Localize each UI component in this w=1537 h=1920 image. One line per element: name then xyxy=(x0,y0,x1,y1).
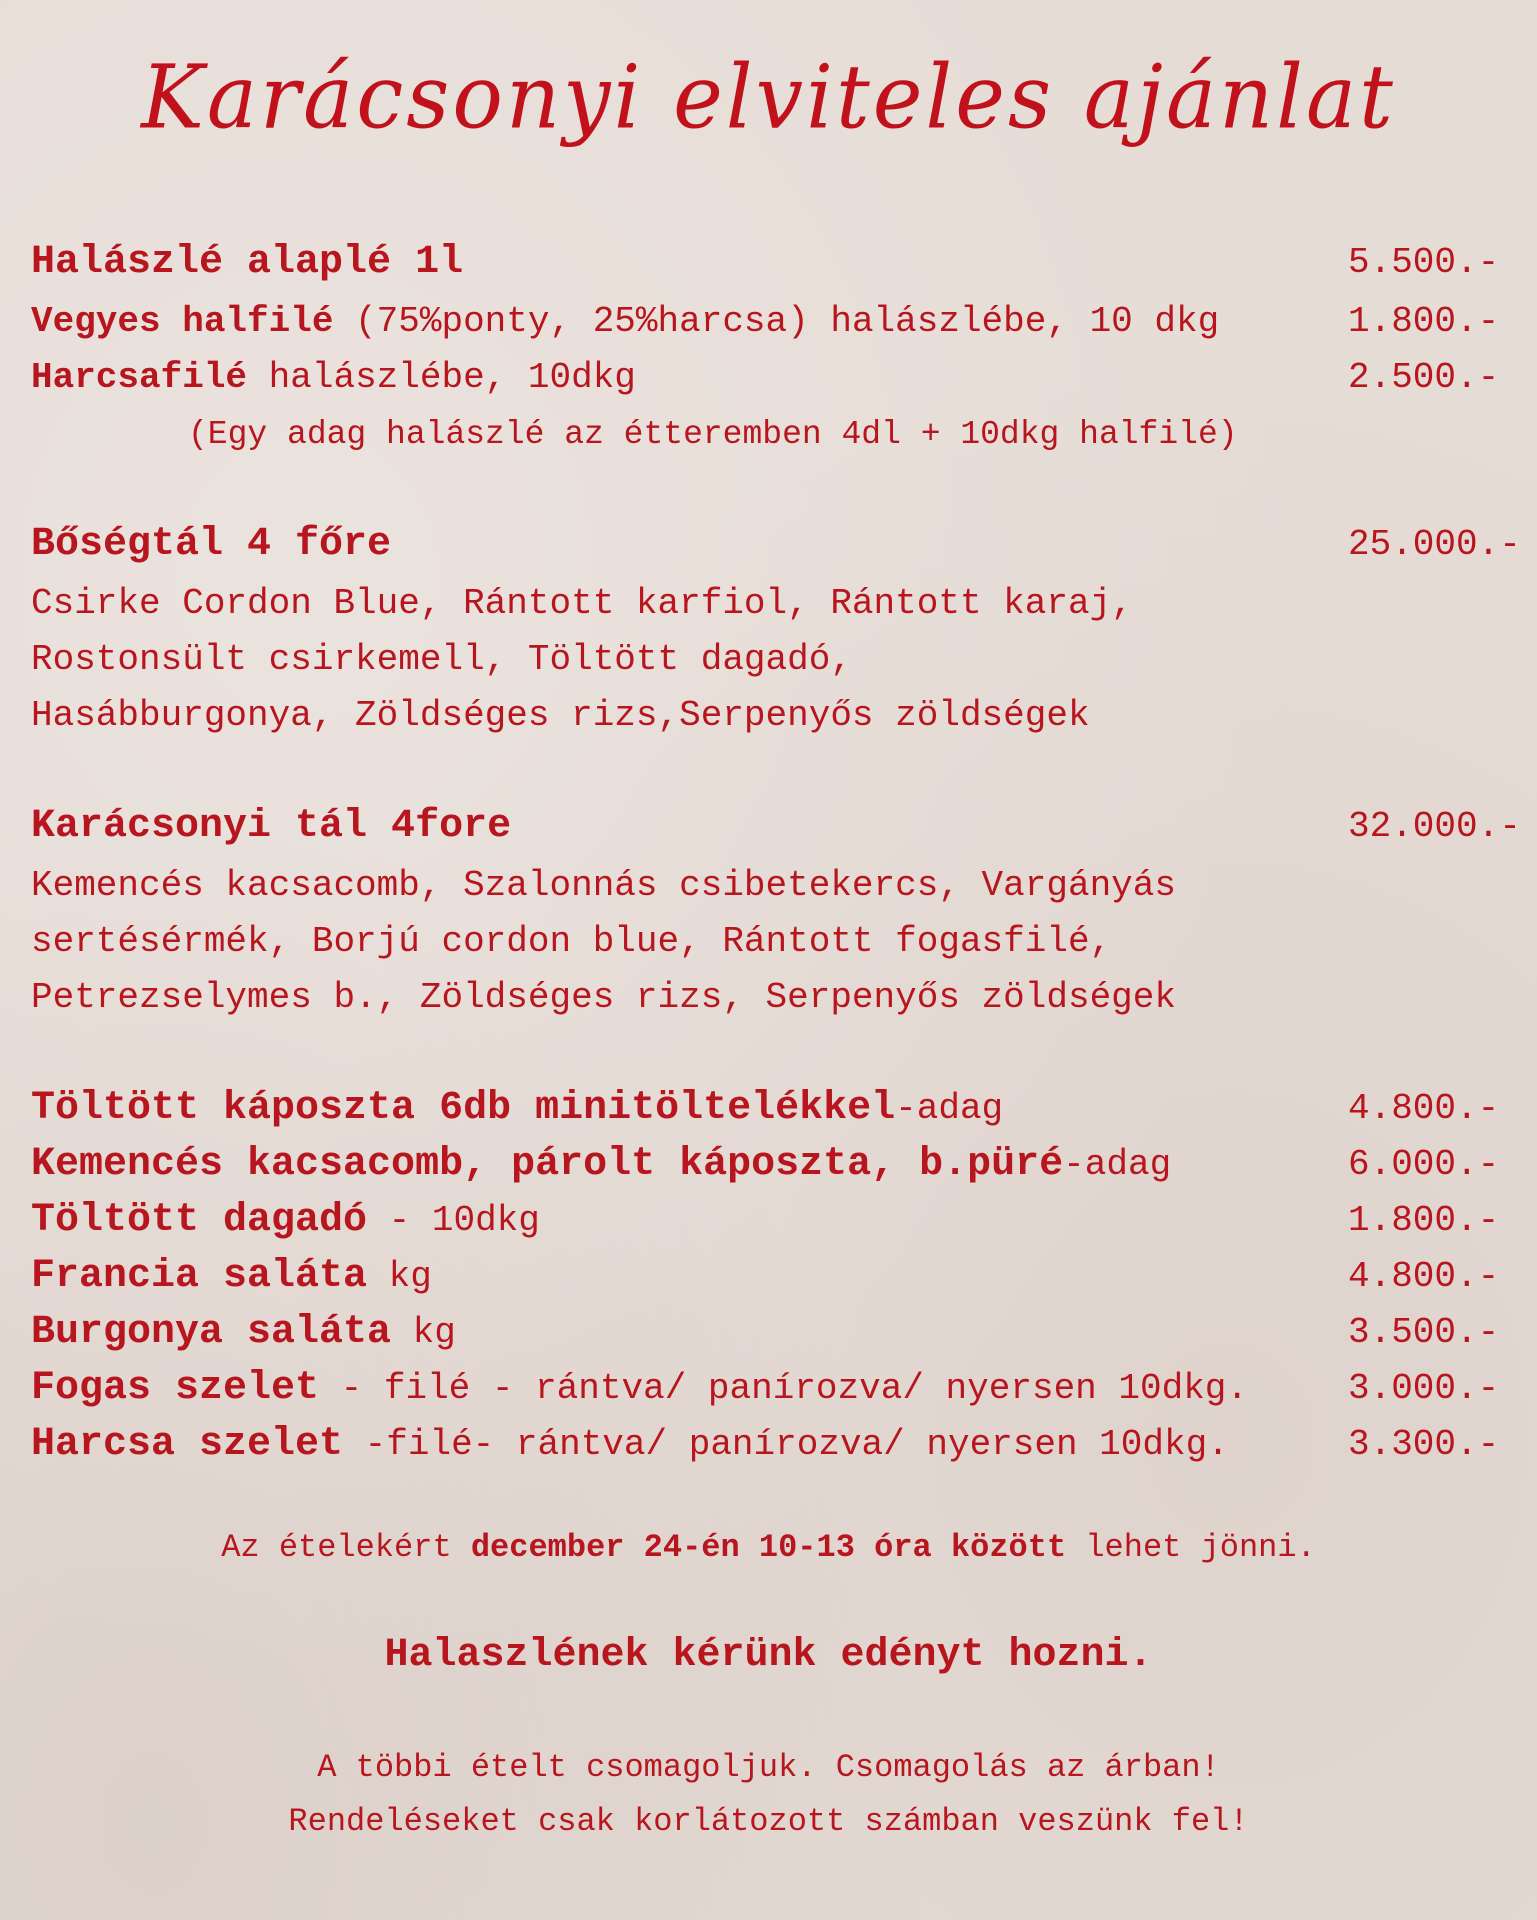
pickup-text: Az ételekért xyxy=(221,1529,471,1566)
item-price: 5.500.- xyxy=(1348,242,1500,283)
bosegtal-desc-line: Rostonsült csirkemell, Töltött dagadó, xyxy=(31,639,852,680)
item-price: 4.800.- xyxy=(1348,1088,1500,1129)
packaging-notice: A többi ételt csomagoljuk. Csomagolás az árban! xyxy=(317,1749,1220,1786)
pickup-notice xyxy=(0,1526,1537,1570)
item-detail: -adag xyxy=(895,1088,1004,1129)
item-price: 1.800.- xyxy=(1348,301,1500,342)
menu-item-harcsafile xyxy=(31,353,1500,403)
item-detail: halászlébe, 10dkg xyxy=(247,357,636,398)
item-name: Töltött káposzta 6db minitöltelékkel xyxy=(31,1086,896,1131)
item-price: 2.500.- xyxy=(1348,357,1500,398)
menu-item-toltott-kaposzta xyxy=(31,1084,1500,1134)
menu-item-harcsa-szelet xyxy=(31,1420,1500,1470)
pickup-time: december 24-én 10-13 óra között xyxy=(470,1529,1067,1566)
item-name: Bőségtál 4 főre xyxy=(31,522,392,567)
menu-item-kacsacomb xyxy=(31,1140,1500,1190)
menu-item-vegyes-halfile xyxy=(31,297,1500,347)
page-title: Karácsonyi elviteles ajánlat xyxy=(141,45,1396,149)
container-notice: Halaszlének kérünk edényt hozni. xyxy=(384,1633,1153,1678)
item-detail: -filé- rántva/ panírozva/ nyersen 10dkg. xyxy=(343,1424,1229,1465)
item-name: Karácsonyi tál 4fore xyxy=(31,804,512,849)
item-name: Töltött dagadó xyxy=(31,1198,368,1243)
item-price: 4.800.- xyxy=(1348,1256,1500,1297)
item-price: 6.000.- xyxy=(1348,1144,1500,1185)
karacsonyi-tal-desc-line: Petrezselymes b., Zöldséges rizs, Serpenyős zöldségek xyxy=(31,977,1176,1018)
item-price: 25.000.- xyxy=(1348,524,1521,565)
item-price: 3.000.- xyxy=(1348,1368,1500,1409)
menu-item-toltott-dagado xyxy=(31,1196,1500,1246)
item-name: Fogas szelet xyxy=(31,1366,320,1411)
item-detail: -adag xyxy=(1063,1144,1172,1185)
item-detail: (75%ponty, 25%harcsa) halászlébe, 10 dkg xyxy=(333,301,1220,342)
item-detail: kg xyxy=(391,1312,456,1353)
karacsonyi-tal-desc-line: sertésérmék, Borjú cordon blue, Rántott fogasfilé, xyxy=(31,921,1112,962)
menu-item-burgonya-salata xyxy=(31,1308,1500,1358)
menu-item-halaszle xyxy=(31,238,1500,288)
item-detail: - 10dkg xyxy=(367,1200,540,1241)
item-name: Halászlé alaplé 1l xyxy=(31,240,464,285)
item-name: Francia saláta xyxy=(31,1254,368,1299)
item-name: Burgonya saláta xyxy=(31,1310,392,1355)
menu-item-francia-salata xyxy=(31,1252,1500,1302)
item-detail: - filé - rántva/ panírozva/ nyersen 10dkg. xyxy=(319,1368,1248,1409)
item-price: 1.800.- xyxy=(1348,1200,1500,1241)
item-name: Harcsa szelet xyxy=(31,1422,344,1467)
item-name: Harcsafilé xyxy=(31,357,248,398)
karacsonyi-tal-desc-line: Kemencés kacsacomb, Szalonnás csibetekercs, Vargányás xyxy=(31,865,1176,906)
item-name: Vegyes halfilé xyxy=(31,301,334,342)
item-price: 32.000.- xyxy=(1348,806,1521,847)
halaszle-note: (Egy adag halászlé az étteremben 4dl + 10dkg halfilé) xyxy=(188,416,1238,453)
pickup-text: lehet jönni. xyxy=(1066,1529,1316,1566)
item-name: Kemencés kacsacomb, párolt káposzta, b.püré xyxy=(31,1142,1064,1187)
item-price: 3.300.- xyxy=(1348,1424,1500,1465)
order-limit-notice: Rendeléseket csak korlátozott számban veszünk fel! xyxy=(288,1803,1249,1840)
menu-item-bosegtal xyxy=(31,520,1521,570)
bosegtal-desc-line: Hasábburgonya, Zöldséges rizs,Serpenyős zöldségek xyxy=(31,695,1090,736)
bosegtal-desc-line: Csirke Cordon Blue, Rántott karfiol, Rántott karaj, xyxy=(31,583,1133,624)
menu-item-fogas-szelet xyxy=(31,1364,1500,1414)
item-detail: kg xyxy=(367,1256,432,1297)
menu-item-karacsonyi-tal xyxy=(31,802,1521,852)
item-price: 3.500.- xyxy=(1348,1312,1500,1353)
